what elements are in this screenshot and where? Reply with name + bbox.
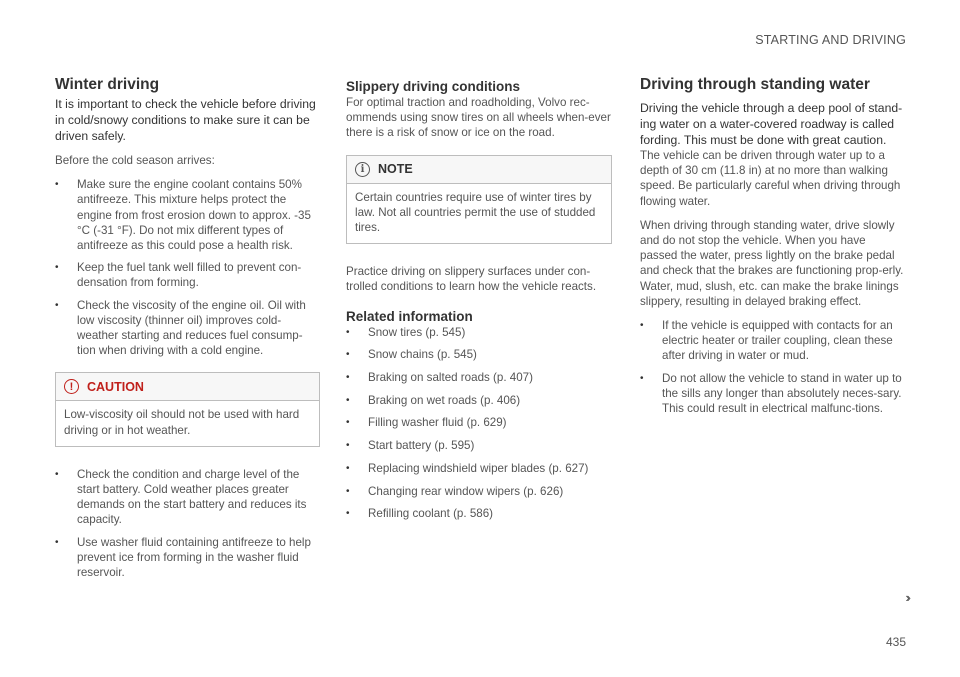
bullet-icon: • [55,536,59,548]
list-item: • Check the viscosity of the engine oil. Oil with low viscosity (thinner oil) improves cold-weather starting and reduces fuel consump-tion when driving with a cold engine. [55,298,306,358]
section-title-standing-water: Driving through standing water [640,76,870,93]
related-links-list [346,325,612,522]
bullet-list-water [640,318,906,416]
bullet-icon: • [55,179,59,191]
list-item: • Keep the fuel tank well filled to prevent con-densation from forming. [55,261,302,290]
lead-text: It is important to check the vehicle before driving in cold/snowy conditions to make sure it can be driven safely. [55,97,316,143]
list-item: • Make sure the engine coolant contains 50% antifreeze. This mixture helps protect the engine from frost erosion down to approx. -35 °C (-31 °F). Do not mix different types of antifreeze as this could pose a health risk. [55,178,311,253]
list-item: • If the vehicle is equipped with contacts for an electric heater or trailer coupling, clean these after driving in water or mud. [640,319,893,363]
bullet-icon: • [640,372,644,384]
bullet-list-battery-washer [55,467,320,580]
related-link[interactable]: • Changing rear window wipers (p. 626) [346,484,564,498]
note-header [347,156,611,184]
bullet-icon: • [55,468,59,480]
info-icon: i [355,162,370,177]
lead-text: Driving the vehicle through a deep pool of stand-ing water on a water-covered roadway is called fording. This must be done with great caution. [640,101,903,147]
bullet-icon: • [346,326,350,338]
next-page-icon[interactable]: ›› [905,590,908,605]
intro-text: Before the cold season arrives: [55,154,215,167]
note-text: Certain countries require use of winter tires by law. Not all countries permit the use of studded tires. [355,190,596,235]
practice-text: Practice driving on slippery surfaces under con-trolled conditions to learn how the vehicle reacts. [346,265,597,294]
list-item: • Use washer fluid containing antifreeze to help prevent ice from forming in the washer fluid reservoir. [55,535,311,580]
bullet-icon: • [346,349,350,361]
caution-box [55,372,320,446]
column-standing-water [640,76,906,424]
section-title-slippery: Slippery driving conditions [346,79,521,94]
warning-icon: ! [64,379,79,394]
list-item: • Do not allow the vehicle to stand in water up to the sills any longer than absolutely neces-sary. This could result in electrical malfunc-tions. [640,371,902,416]
section-header: STARTING AND DRIVING [755,33,906,47]
bullet-list-pre-season [55,177,320,358]
caution-text: Low-viscosity oil should not be used with hard driving or in hot weather. [64,408,300,437]
bullet-icon: • [346,372,350,384]
bullet-icon: • [346,417,350,429]
page-number: 435 [885,635,906,649]
bullet-icon: • [346,440,350,452]
note-box [346,155,612,245]
related-link[interactable]: • Braking on salted roads (p. 407) [346,371,533,385]
paragraph: The vehicle can be driven through water up to a depth of 30 cm (11.8 in) at no more than walking speed. Be particularly careful when driving through flowing water. [640,149,901,208]
related-information-title: Related information [346,308,473,324]
section-title-winter-driving: Winter driving [55,76,160,93]
related-link[interactable]: • Start battery (p. 595) [346,439,475,453]
related-link[interactable]: • Filling washer fluid (p. 629) [346,416,507,430]
slippery-intro: For optimal traction and roadholding, Volvo rec-ommends using snow tires on all wheels when-ever there is a risk of snow or ice on the road. [346,96,611,140]
bullet-icon: • [640,320,644,332]
bullet-icon: • [55,299,59,311]
caution-label: CAUTION [87,379,144,394]
related-link[interactable]: • Snow chains (p. 545) [346,348,477,362]
note-label: NOTE [378,162,413,177]
related-link[interactable]: • Braking on wet roads (p. 406) [346,393,521,407]
bullet-icon: • [346,462,350,474]
related-link[interactable]: • Refilling coolant (p. 586) [346,507,494,521]
list-item: • Check the condition and charge level of the start battery. Cold weather places greater demands on the start battery and reduces its capacity. [55,467,307,527]
column-slippery-conditions [346,79,612,529]
related-link[interactable]: • Replacing windshield wiper blades (p. 627) [346,461,589,475]
column-winter-driving [55,76,320,588]
paragraph: When driving through standing water, drive slowly and do not stop the vehicle. When you have passed the water, press lightly on the brake pedal and check that the brakes are functioning prop-erly. Water, mud, slush, etc. can make the brake linings slippery, resulting in delayed braking effect. [640,218,904,308]
caution-header [56,373,319,401]
bullet-icon: • [55,262,59,274]
bullet-icon: • [346,485,350,497]
bullet-icon: • [346,394,350,406]
bullet-icon: • [346,508,350,520]
related-link[interactable]: • Snow tires (p. 545) [346,325,466,339]
